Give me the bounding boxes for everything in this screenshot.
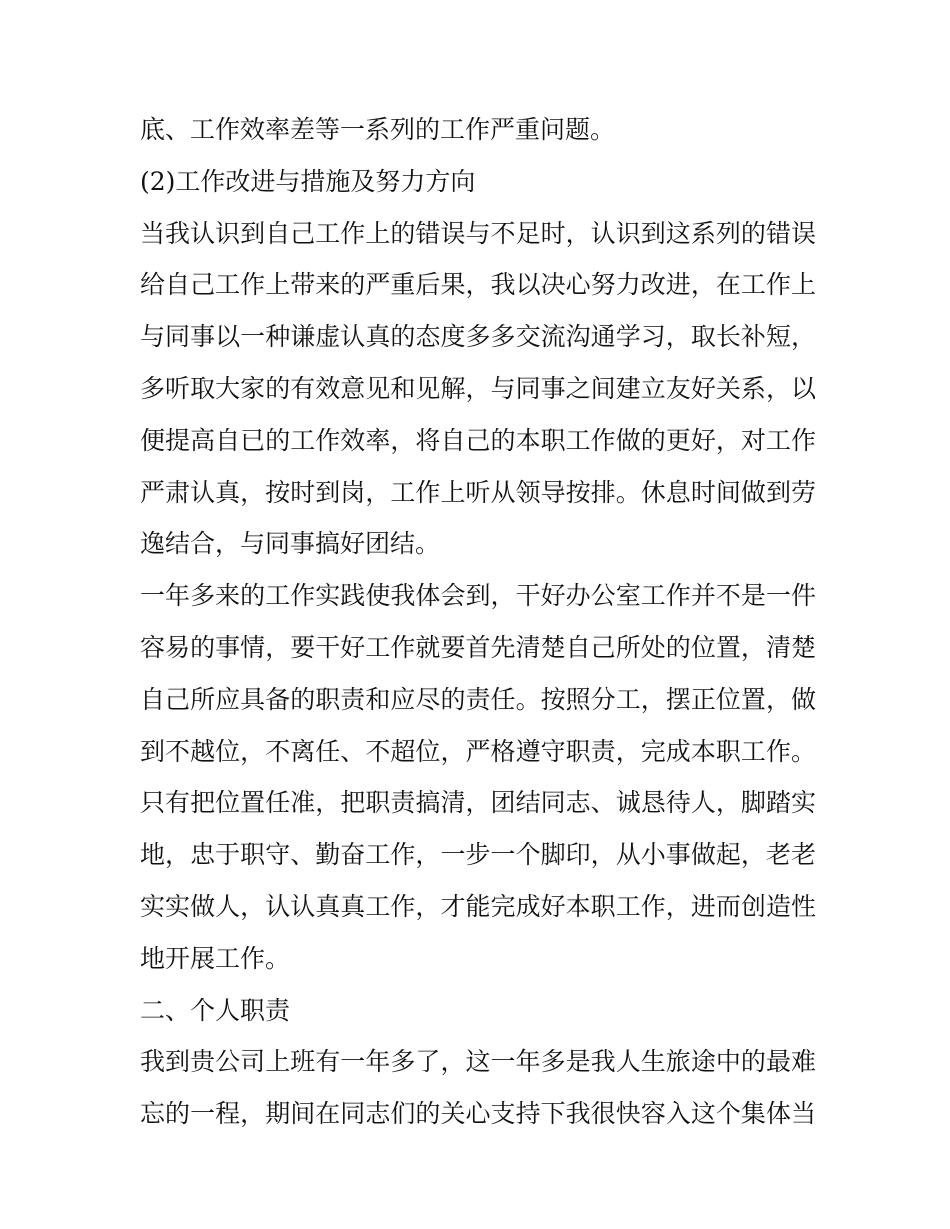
text-line: 我到贵公司上班有一年多了，这一年多是我人生旅途中的最难 xyxy=(140,1047,816,1077)
text-line: 与同事以一种谦虚认真的态度多多交流沟通学习，取长补短， xyxy=(140,322,816,352)
text-line: 忘的一程，期间在同志们的关心支持下我很快容入这个集体当 xyxy=(140,1099,816,1129)
text-line: 多听取大家的有效意见和见解，与同事之间建立友好关系，以 xyxy=(140,373,816,403)
text-line: 自己所应具备的职责和应尽的责任。按照分工，摆正位置，做 xyxy=(140,684,816,714)
text-line: 底、工作效率差等一系列的工作严重问题。 xyxy=(140,115,616,144)
text-line: 当我认识到自己工作上的错误与不足时，认识到这系列的错误 xyxy=(140,218,816,248)
text-line: 严肃认真，按时到岗，工作上听从领导按排。休息时间做到劳 xyxy=(140,477,816,507)
text-line: 便提高自已的工作效率，将自己的本职工作做的更好，对工作 xyxy=(140,425,816,455)
text-line: 逸结合，与同事搞好团结。 xyxy=(140,529,441,559)
text-line: 容易的事情，要干好工作就要首先清楚自己所处的位置，清楚 xyxy=(140,632,816,662)
text-line: 地开展工作。 xyxy=(140,943,291,973)
document-body xyxy=(140,104,816,1140)
section-heading: 二、个人职责 xyxy=(140,995,291,1025)
section-heading: (2)工作改进与措施及努力方向 xyxy=(140,166,476,196)
text-line: 地，忠于职守、勤奋工作，一步一个脚印，从小事做起，老老 xyxy=(140,840,816,870)
text-line: 给自己工作上带来的严重后果，我以决心努力改进，在工作上 xyxy=(140,270,816,300)
text-line: 到不越位，不离任、不超位，严格遵守职责，完成本职工作。 xyxy=(140,736,816,766)
text-line: 只有把位置任准，把职责搞清，团结同志、诚恳待人，脚踏实 xyxy=(140,788,816,818)
text-line: 一年多来的工作实践使我体会到，干好办公室工作并不是一件 xyxy=(140,581,816,611)
text-line: 实实做人，认认真真工作，才能完成好本职工作，进而创造性 xyxy=(140,891,816,921)
